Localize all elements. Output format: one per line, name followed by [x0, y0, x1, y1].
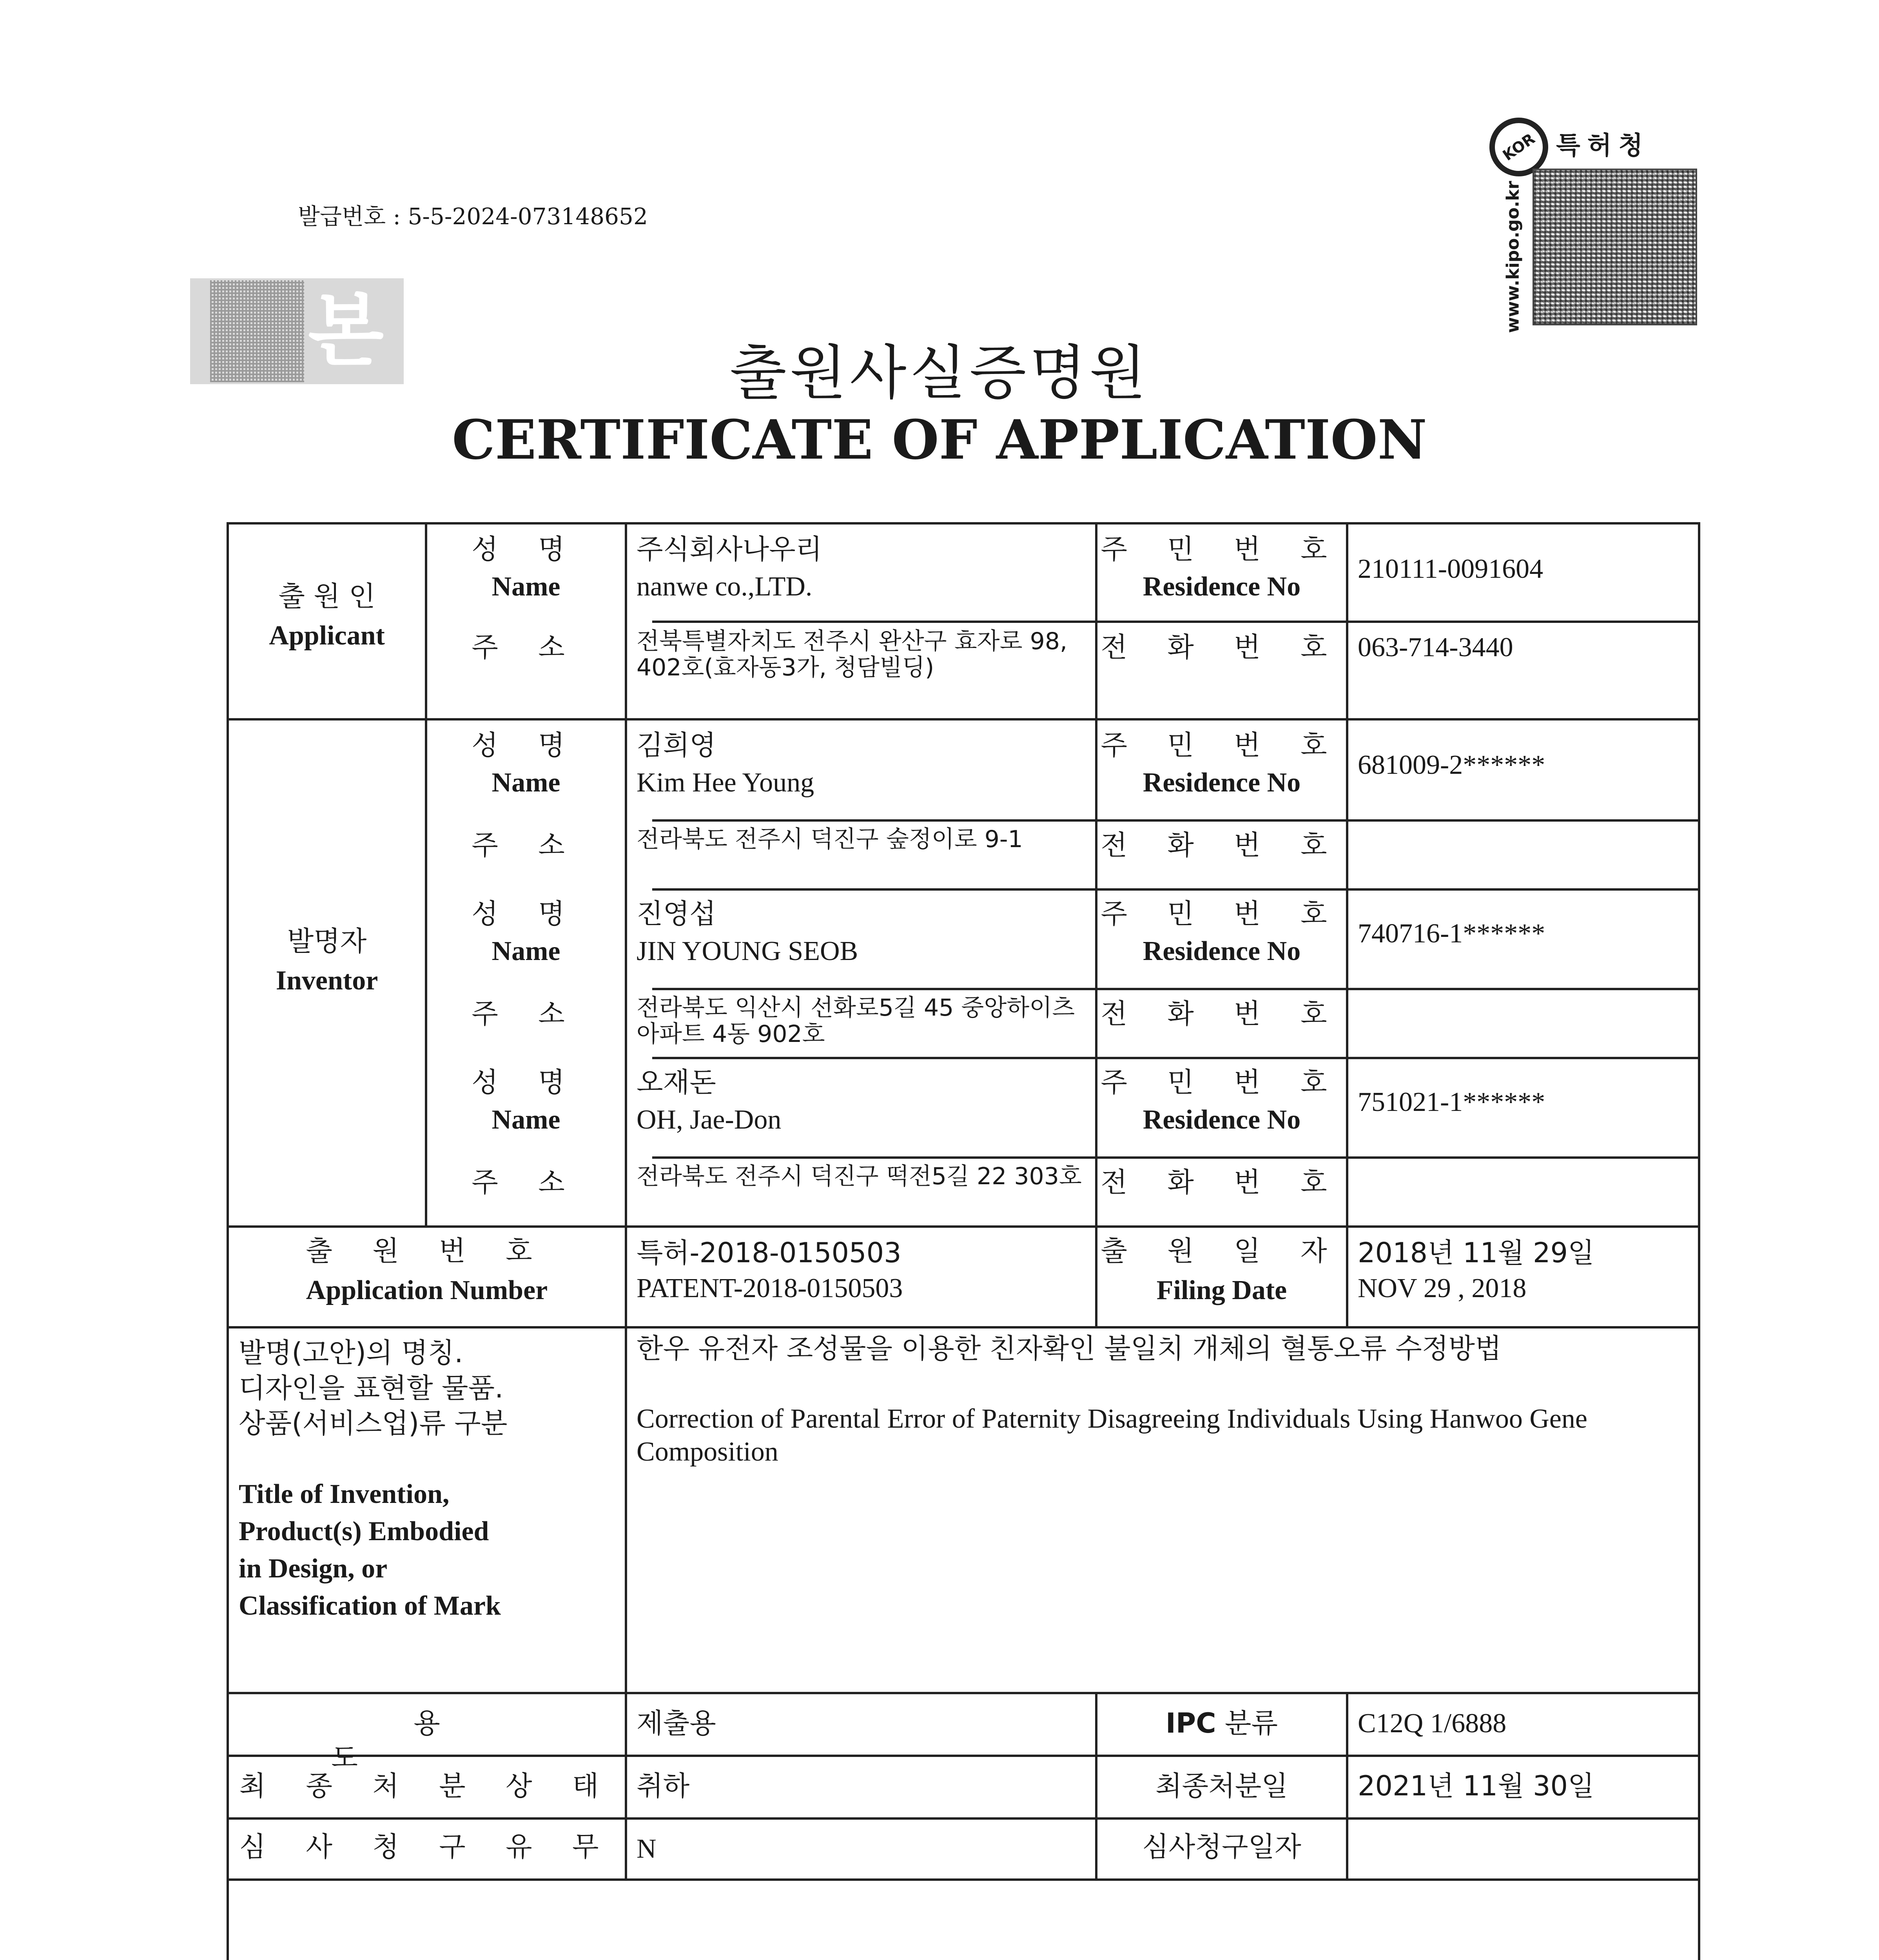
final-date-value: 2021년 11월 30일: [1358, 1770, 1594, 1802]
phone-label-ko: 전 화 번 호: [1101, 1166, 1343, 1198]
inventor-address: 전라북도 익산시 선화로5길 45 중앙하이츠아파트 4동 902호: [637, 994, 1075, 1048]
inventor-residence-no: 751021-1******: [1358, 1087, 1545, 1117]
row-divider: [229, 1225, 1698, 1228]
phone-label-ko: 전 화 번 호: [1101, 829, 1343, 861]
inventor-name-en: Kim Hee Young: [637, 768, 814, 798]
issue-number: 발급번호 : 5-5-2024-073148652: [298, 203, 648, 230]
kor-seal-icon: KOR: [1478, 106, 1560, 188]
verification-code-icon: [1533, 169, 1697, 325]
row-divider: [652, 1057, 1698, 1059]
title-label-ko-3: 상품(서비스업)류 구분: [239, 1407, 508, 1439]
residence-label-en: Residence No: [1143, 572, 1301, 602]
kipo-logo: [1482, 118, 1701, 333]
col-divider: [1346, 1692, 1348, 1878]
application-number-ko: 특허-2018-0150503: [637, 1237, 901, 1269]
name-label-ko: 성 명: [472, 898, 580, 930]
row-divider: [229, 718, 1698, 720]
inventor-name-ko: 오재돈: [637, 1066, 716, 1098]
name-label-ko: 성 명: [472, 729, 580, 761]
title-label-en-4: Classification of Mark: [239, 1591, 501, 1621]
final-status-value: 취하: [637, 1770, 690, 1802]
row-divider: [229, 1878, 1698, 1881]
agency-name: 특허청: [1556, 131, 1650, 160]
residence-label-ko: 주 민 번 호: [1101, 533, 1343, 565]
title-label-ko-2: 디자인을 표현할 물품.: [239, 1372, 504, 1404]
title-korean: 출원사실증명원: [729, 339, 1150, 407]
applicant-name-ko: 주식회사나우리: [637, 533, 822, 565]
copy-stamp-char: 본: [308, 285, 384, 377]
application-number-en: PATENT-2018-0150503: [637, 1273, 903, 1303]
title-english: CERTIFICATE OF APPLICATION: [452, 408, 1427, 472]
applicant-phone: 063-714-3440: [1358, 632, 1513, 662]
filing-date-ko: 2018년 11월 29일: [1358, 1237, 1594, 1269]
inventor-address: 전라북도 전주시 덕진구 떡전5길 22 303호: [637, 1163, 1082, 1190]
address-label-ko: 주 소: [472, 998, 580, 1030]
exam-request-label: 심 사 청 구 유 무: [239, 1831, 615, 1863]
row-divider: [229, 1326, 1698, 1328]
ipc-label-en: IPC: [1165, 1707, 1216, 1739]
col-divider: [625, 524, 627, 1878]
row-divider: [652, 888, 1698, 891]
filing-date-label-ko: 출 원 일 자: [1101, 1235, 1343, 1267]
exam-request-value: N: [637, 1834, 657, 1864]
agency-url: www.kipo.go.kr: [1503, 181, 1523, 333]
row-divider: [652, 1156, 1698, 1159]
residence-label-ko: 주 민 번 호: [1101, 898, 1343, 930]
row-divider: [652, 621, 1698, 623]
name-label-en: Name: [492, 768, 560, 798]
filing-date-en: NOV 29 , 2018: [1358, 1273, 1527, 1303]
title-label-ko-1: 발명(고안)의 명칭.: [239, 1337, 463, 1369]
name-label-ko: 성 명: [472, 533, 580, 565]
name-label-en: Name: [492, 572, 560, 602]
ipc-label: [1097, 1706, 1346, 1741]
row-divider: [229, 1692, 1698, 1694]
exam-date-label: 심사청구일자: [1142, 1831, 1301, 1863]
applicant-label-ko: 출 원 인: [278, 580, 375, 612]
residence-label-ko: 주 민 번 호: [1101, 1066, 1343, 1098]
inventor-residence-no: 740716-1******: [1358, 918, 1545, 949]
application-number-label-ko: 출 원 번 호: [306, 1235, 548, 1267]
name-label-ko: 성 명: [472, 1066, 580, 1098]
title-label-en-2: Product(s) Embodied: [239, 1516, 489, 1546]
name-label-en: Name: [492, 936, 560, 966]
row-divider: [652, 988, 1698, 990]
inventor-label-ko: 발명자: [287, 925, 367, 957]
residence-label-en: Residence No: [1143, 1105, 1301, 1135]
final-date-label: 최종처분일: [1155, 1770, 1288, 1802]
applicant-residence-no: 210111-0091604: [1358, 554, 1543, 584]
col-divider: [1346, 524, 1348, 1326]
row-divider: [652, 819, 1698, 822]
address-label-ko: 주 소: [472, 631, 580, 663]
use-value: 제출용: [637, 1707, 716, 1739]
title-label-en-3: in Design, or: [239, 1553, 388, 1584]
applicant-label-en: Applicant: [269, 621, 385, 651]
inventor-residence-no: 681009-2******: [1358, 750, 1545, 780]
applicant-address: 전북특별자치도 전주시 완산구 효자로 98, 402호(효자동3가, 청담빌딩): [637, 628, 1068, 682]
row-divider: [229, 1817, 1698, 1820]
name-label-en: Name: [492, 1105, 560, 1135]
inventor-name-ko: 진영섭: [637, 898, 716, 930]
inventor-name-en: JIN YOUNG SEOB: [637, 936, 858, 966]
invention-title-en: Correction of Parental Error of Paternity Disagreeing Individuals Using Hanwoo Gene Composition: [637, 1404, 1588, 1467]
ipc-value: C12Q 1/6888: [1358, 1708, 1507, 1739]
phone-label-ko: 전 화 번 호: [1101, 998, 1343, 1030]
title-label-en-1: Title of Invention,: [239, 1479, 450, 1509]
application-number-label-en: Application Number: [306, 1275, 548, 1305]
certificate-table: [227, 522, 1700, 1960]
inventor-label-en: Inventor: [276, 965, 378, 996]
filing-date-label-en: Filing Date: [1156, 1275, 1287, 1305]
applicant-name-en: nanwe co.,LTD.: [637, 572, 813, 602]
residence-label-en: Residence No: [1143, 768, 1301, 798]
inventor-address: 전라북도 전주시 덕진구 숲정이로 9-1: [637, 826, 1023, 853]
residence-label-en: Residence No: [1143, 936, 1301, 966]
invention-title-ko: 한우 유전자 조성물을 이용한 친자확인 불일치 개체의 혈통오류 수정방법: [637, 1332, 1502, 1365]
use-label: 용 도: [331, 1707, 605, 1774]
final-status-label: 최 종 처 분 상 태: [239, 1770, 615, 1802]
inventor-name-ko: 김희영: [637, 729, 716, 761]
phone-label-ko: 전 화 번 호: [1101, 631, 1343, 663]
residence-label-ko: 주 민 번 호: [1101, 729, 1343, 761]
address-label-ko: 주 소: [472, 1166, 580, 1198]
ipc-label-ko: 분류: [1224, 1707, 1278, 1739]
inventor-name-en: OH, Jae-Don: [637, 1105, 782, 1135]
address-label-ko: 주 소: [472, 829, 580, 861]
